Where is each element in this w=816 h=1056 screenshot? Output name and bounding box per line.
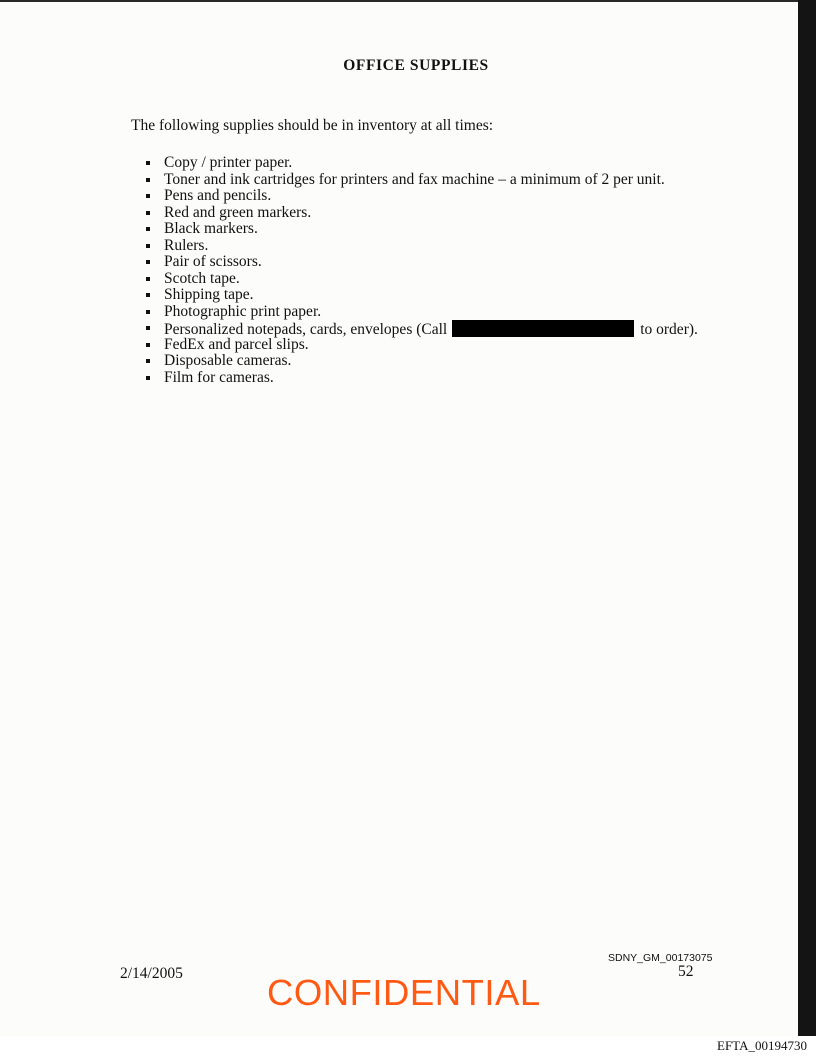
list-item (146, 155, 698, 172)
document-title: OFFICE SUPPLIES (343, 57, 489, 74)
bullet-icon (146, 244, 150, 248)
list-item (146, 287, 698, 304)
list-item-text: Photographic print paper. (164, 302, 322, 320)
list-item (146, 370, 698, 387)
supply-list (146, 155, 698, 386)
bullet-icon (146, 310, 150, 314)
page-number: 52 (678, 963, 694, 980)
list-item (146, 337, 698, 354)
list-item (146, 221, 698, 238)
list-item-text: Shipping tape. (164, 286, 254, 303)
list-item (146, 353, 698, 370)
footer-date: 2/14/2005 (120, 965, 183, 982)
list-item-text: Film for cameras. (164, 368, 274, 386)
intro-text: The following supplies should be in inventory at all times: (131, 117, 494, 134)
list-item-text: Copy / printer paper. (164, 154, 293, 171)
bullet-icon (146, 343, 150, 347)
list-item-text: Disposable cameras. (164, 352, 292, 369)
bullet-icon (146, 359, 150, 363)
bullet-icon (146, 194, 150, 198)
list-item (146, 254, 698, 271)
scan-top-edge (0, 0, 798, 2)
bullet-icon (146, 277, 150, 281)
bullet-icon (146, 376, 150, 380)
list-item (146, 188, 698, 205)
list-item-text: Scotch tape. (164, 269, 240, 287)
bullet-icon (146, 293, 150, 297)
list-item-text: Rulers. (164, 236, 209, 254)
scan-right-edge (798, 0, 816, 1036)
bates-number: SDNY_GM_00173075 (608, 952, 713, 964)
redaction-box (452, 320, 634, 337)
list-item (146, 238, 698, 255)
list-item-text: Pens and pencils. (164, 187, 272, 204)
list-item-text: Black markers. (164, 220, 258, 237)
list-item-text: FedEx and parcel slips. (164, 335, 309, 353)
bullet-icon (146, 326, 150, 330)
bullet-icon (146, 161, 150, 165)
efta-number: EFTA_00194730 (717, 1038, 807, 1053)
list-item (146, 271, 698, 288)
list-item (146, 205, 698, 222)
list-item-text: Toner and ink cartridges for printers and fax machine – a minimum of 2 per unit. (164, 170, 665, 188)
bullet-icon (146, 178, 150, 182)
list-item (146, 304, 698, 321)
bullet-icon (146, 260, 150, 264)
list-item (146, 172, 698, 189)
bottom-margin (0, 1036, 816, 1056)
list-item-text: Pair of scissors. (164, 253, 262, 270)
list-item-text-after-redaction: to order). (640, 321, 698, 338)
confidential-stamp: CONFIDENTIAL (267, 972, 541, 1013)
bullet-icon (146, 211, 150, 215)
bullet-icon (146, 227, 150, 231)
list-item-text: Red and green markers. (164, 203, 312, 221)
list-item (146, 320, 698, 337)
list-item-text-before-redaction: Personalized notepads, cards, envelopes (Call (164, 321, 448, 338)
